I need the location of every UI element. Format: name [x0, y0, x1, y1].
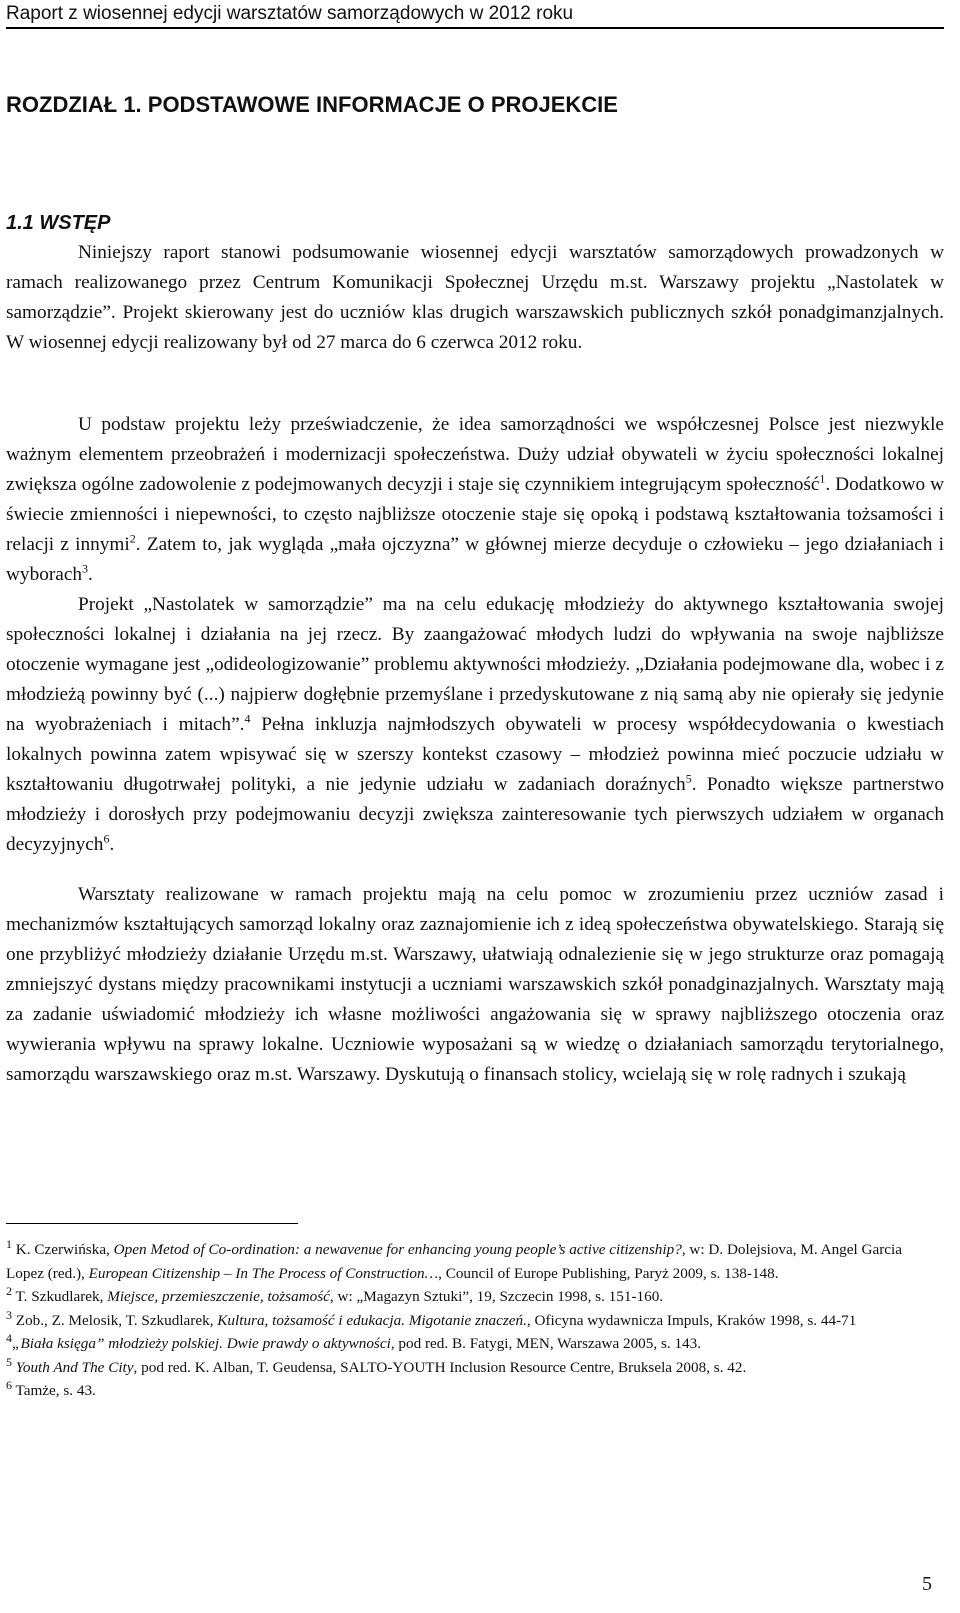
- paragraph-2-text-b: . Dodatkowo w świecie zmienności i niepewności, to często najbliższe otoczenie staje się opoką i podstawą kształtowania tożsamości i relacji z innymi: [6, 474, 944, 555]
- footnote-text: , pod red. B. Fatygi, MEN, Warszawa 2005, s. 143.: [390, 1335, 702, 1352]
- footnote-ref-6: 6: [103, 831, 110, 846]
- footnote-2: [6, 1285, 936, 1309]
- footnote-text: , Oficyna wydawnicza Impuls, Kraków 1998, s. 44-71: [526, 1311, 857, 1329]
- paragraph-1: Niniejszy raport stanowi podsumowanie wiosennej edycji warsztatów samorządowych prowadzonych w ramach realizowanego przez Centrum Komunikacji Społecznej Urzędu m.st. Warszawy projektu „Nastolatek w samorządzie”. Projekt skierowany jest do uczniów klas drugich warszawskich publicznych szkół ponadgimanzjalnych. W wiosennej edycji realizowany był od 27 marca do 6 czerwca 2012 roku.: [6, 242, 944, 353]
- body-text-main: [6, 410, 944, 1090]
- footnote-number: 4: [6, 1330, 12, 1345]
- footnote-text: K. Czerwińska,: [12, 1241, 114, 1258]
- footnote-title: Open Metod of Co-ordination: a newavenue for enhancing young people’s active citizenship?: [113, 1241, 682, 1258]
- footnote-text: Zob., Z. Melosik, T. Szkudlarek,: [12, 1311, 218, 1329]
- chapter-title: ROZDZIAŁ 1. PODSTAWOWE INFORMACJE O PROJEKCIE: [6, 92, 618, 117]
- running-header: Raport z wiosennej edycji warsztatów samorządowych w 2012 roku: [6, 2, 944, 29]
- paragraph-2-text-a: U podstaw projektu leży przeświadczenie, że idea samorządności we współczesnej Polsce jest niezwykle ważnym elementem przeobrażeń i modernizacji społeczeństwa. Duży udział obywateli w życiu społeczności lokalnej zwiększa ogólne zadowolenie z podejmowanych decyzji i staje się czynnikiem integrującym społeczność: [6, 414, 944, 495]
- footnote-ref-4: 4: [244, 711, 251, 726]
- footnote-ref-2: 2: [129, 531, 136, 546]
- paragraph-2-text-d: .: [88, 564, 93, 585]
- footnote-ref-3: 3: [82, 561, 89, 576]
- footnote-text: , Council of Europe Publishing, Paryż 2009, s. 138-148.: [438, 1264, 779, 1282]
- paragraph-3-text-a: Projekt „Nastolatek w samorządzie” ma na celu edukację młodzieży do aktywnego kształtowania swojej społeczności lokalnej i działania na jej rzecz. By zaangażować młodych ludzi do wpływania na swoje najbliższe otoczenie wymagane jest „odideologizowanie” problemu aktywności młodzieży. „Działania podejmowane dla, wobec i z młodzieżą powinny być (...) najpierw dogłębnie przemyślane i przedyskutowane z nią samą aby nie opierały się jedynie na wyobrażeniach i mitach”.: [6, 594, 944, 735]
- footnote-text: T. Szkudlarek,: [12, 1288, 108, 1305]
- paragraph-3-text-d: .: [109, 834, 115, 855]
- footnote-number: 6: [6, 1377, 12, 1392]
- footnote-title: „Biała księga” młodzieży polskiej. Dwie prawdy o aktywności: [12, 1335, 391, 1352]
- footnotes: [6, 1238, 936, 1403]
- paragraph-4: Warsztaty realizowane w ramach projektu mają na celu pomoc w zrozumieniu przez uczniów zasad i mechanizmów kształtujących samorząd lokalny oraz zaznajomienie ich z ideą społeczeństwa obywatelskiego. Starają się one przybliżyć młodzieży działanie Urzędu m.st. Warszawy, ułatwiają odnalezienie się w jego strukturze oraz pomagają zmniejszyć dystans między pracownikami instytucji a uczniami warszawskich szkół ponadginazjalnych. Warsztaty mają za zadanie uświadomić młodzieży ich własne możliwości angażowania się w sprawy najbliższego otoczenia oraz wywierania wpływu na sprawy lokalne. Uczniowie wyposażani są w wiedzę o działaniach samorządu terytorialnego, samorządu warszawskiego oraz m.st. Warszawy. Dyskutują o finansach stolicy, wcielają się w rolę radnych i szukają: [6, 884, 944, 1085]
- footnote-text: , w: „Magazyn Sztuki”, 19, Szczecin 1998, s. 151-160.: [329, 1288, 664, 1305]
- paragraph-2-text-c: . Zatem to, jak wygląda „mała ojczyzna” w głównej mierze decyduje o człowieku – jego działaniach i wyborach: [6, 534, 945, 585]
- footnote-text: , pod red. K. Alban, T. Geudensa, SALTO-YOUTH Inclusion Resource Centre, Bruksela 2008, s. 42.: [133, 1358, 747, 1376]
- paragraph-3-text-b: Pełna inkluzja najmłodszych obywateli w procesy współdecydowania o kwestiach lokalnych powinna zatem wpisywać się w szerszy kontekst czasowy – młodzież powinna mieć poczucie udziału w kształtowaniu długotrwałej polityki, a nie jedynie udziału w zadaniach doraźnych: [6, 714, 944, 795]
- footnote-text: Tamże, s. 43.: [12, 1382, 96, 1399]
- paragraph-2: [6, 410, 944, 590]
- footnote-5: [6, 1356, 936, 1380]
- footnote-title: Miejsce, przemieszczenie, tożsamość: [107, 1288, 330, 1305]
- footnote-4: [6, 1332, 936, 1356]
- footnote-1: [6, 1238, 936, 1285]
- paragraph-3: [6, 590, 944, 860]
- footnote-6: [6, 1379, 936, 1403]
- footnote-3: [6, 1309, 936, 1333]
- footnote-number: 3: [6, 1307, 12, 1322]
- paragraph-3-text-c: . Ponadto większe partnerstwo młodzieży i dorosłych przy podejmowaniu decyzji zwiększa zainteresowanie tych pierwszych udziałem w organach decyzyjnych: [6, 774, 944, 855]
- body-text-top: [6, 238, 944, 358]
- footnote-ref-1: 1: [819, 471, 826, 486]
- footnote-number: 2: [6, 1283, 12, 1298]
- footnote-text: , w: D. Dolejsiova, M. Angel Garcia Lopez (red.),: [6, 1241, 902, 1282]
- section-title: 1.1 WSTĘP: [6, 212, 111, 234]
- footnote-separator: [6, 1223, 298, 1224]
- footnote-title: European Citizenship – In The Process of Construction…: [88, 1264, 439, 1282]
- footnote-ref-5: 5: [685, 771, 692, 786]
- page-number: 5: [922, 1573, 932, 1595]
- footnote-number: 1: [6, 1236, 12, 1251]
- footnote-title: Kultura, tożsamość i edukacja. Migotanie znaczeń.: [217, 1311, 527, 1329]
- footnote-title: Youth And The City: [12, 1358, 134, 1376]
- footnote-number: 5: [6, 1354, 12, 1369]
